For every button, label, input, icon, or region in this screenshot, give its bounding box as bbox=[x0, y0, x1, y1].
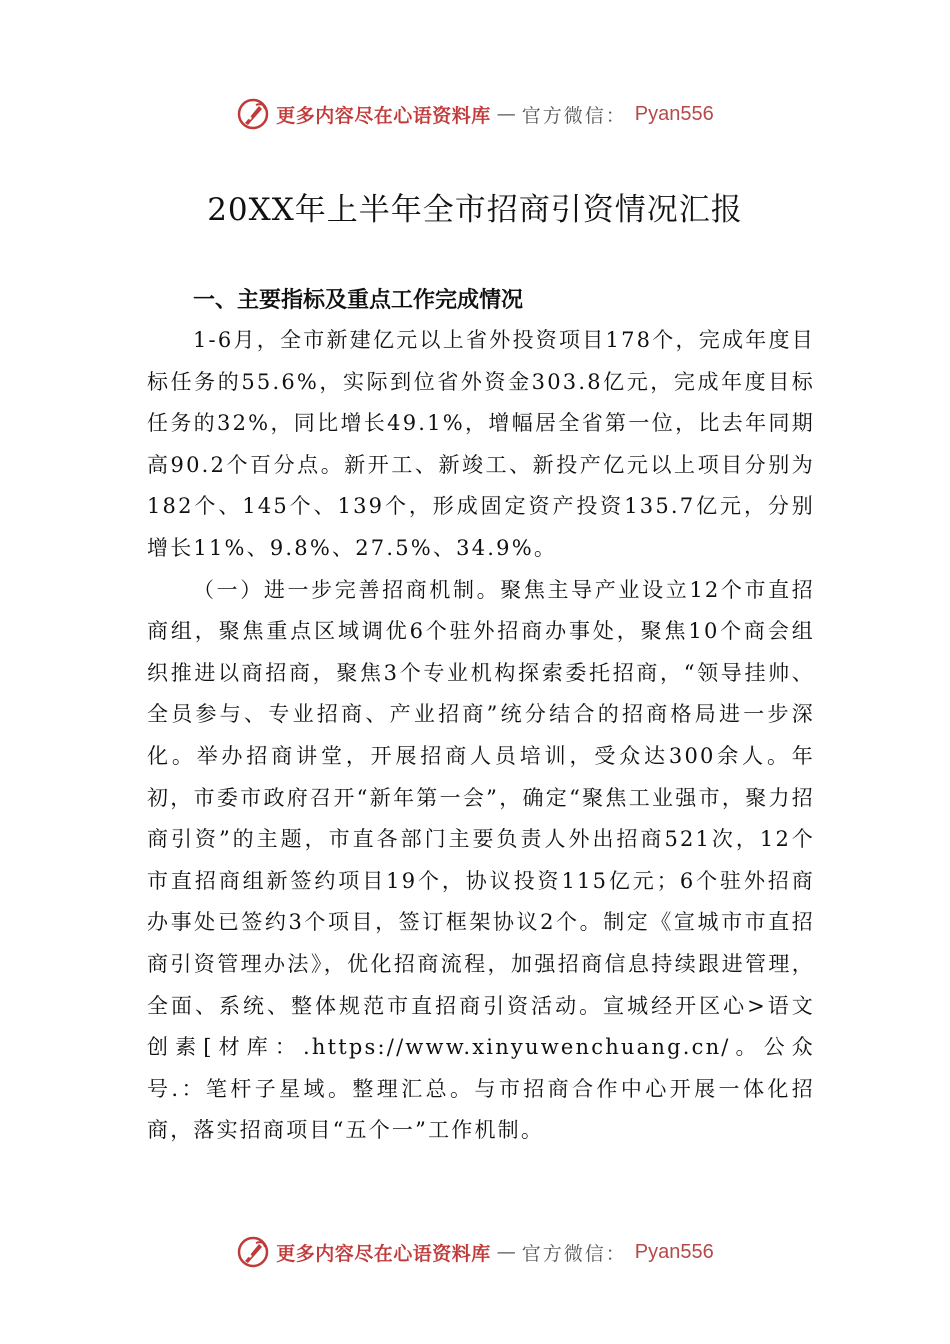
pen-nib-logo-icon bbox=[236, 1235, 270, 1269]
pen-nib-logo-icon bbox=[236, 97, 270, 131]
banner-separator: — bbox=[496, 1241, 516, 1263]
banner-text: 更多内容尽在心语资料库 bbox=[276, 104, 491, 127]
document-body bbox=[147, 282, 815, 1152]
banner-wechat-label: 官方微信： bbox=[521, 104, 627, 127]
banner-wechat-id: Pyan556 bbox=[634, 102, 714, 125]
banner-wechat-label: 官方微信： bbox=[521, 1242, 627, 1265]
section-heading: 一、主要指标及重点工作完成情况 bbox=[193, 288, 524, 313]
paragraph-1: 1-6月，全市新建亿元以上省外投资项目178个，完成年度目标任务的55.6%，实际到位省外资金303.8亿元，完成年度目标任务的32%，同比增长49.1%，增幅居全省第一位，比去年同期高90.2个百分点。新开工、新竣工、新投产亿元以上项目分别为182个、145个、139个，形成固定资产投资135.7亿元，分别增长11%、9.8%、27.5%、34.9%。 bbox=[147, 328, 815, 560]
header-banner bbox=[0, 94, 950, 134]
banner-text: 更多内容尽在心语资料库 bbox=[276, 1242, 491, 1265]
banner-wechat-id: Pyan556 bbox=[634, 1240, 714, 1263]
document-title: 20XX年上半年全市招商引资情况汇报 bbox=[207, 192, 743, 228]
paragraph-2: （一）进一步完善招商机制。聚焦主导产业设立12个市直招商组，聚焦重点区域调优6个驻外招商办事处，聚焦10个商会组织推进以商招商，聚焦3个专业机构探索委托招商，“领导挂帅、全员参与、专业招商、产业招商”统分结合的招商格局进一步深化。举办招商讲堂，开展招商人员培训，受众达300余人。年初，市委市政府召开“新年第一会”，确定“聚焦工业强市，聚力招商引资”的主题，市直各部门主要负责人外出招商521次，12个市直招商组新签约项目19个，协议投资115亿元；6个驻外招商办事处已签约3个项目，签订框架协议2个。制定《宣城市市直招商引资管理办法》，优化招商流程，加强招商信息持续跟进管理，全面、系统、整体规范市直招商引资活动。宣城经开区心>语文创素[材库：.https://www.xinyuwenchuang.cn/。公众号.：笔杆子星域。整理汇总。与市招商合作中心开展一体化招商，落实招商项目“五个一”工作机制。 bbox=[147, 577, 815, 1143]
banner-separator: — bbox=[496, 103, 516, 125]
footer-banner bbox=[0, 1232, 950, 1272]
